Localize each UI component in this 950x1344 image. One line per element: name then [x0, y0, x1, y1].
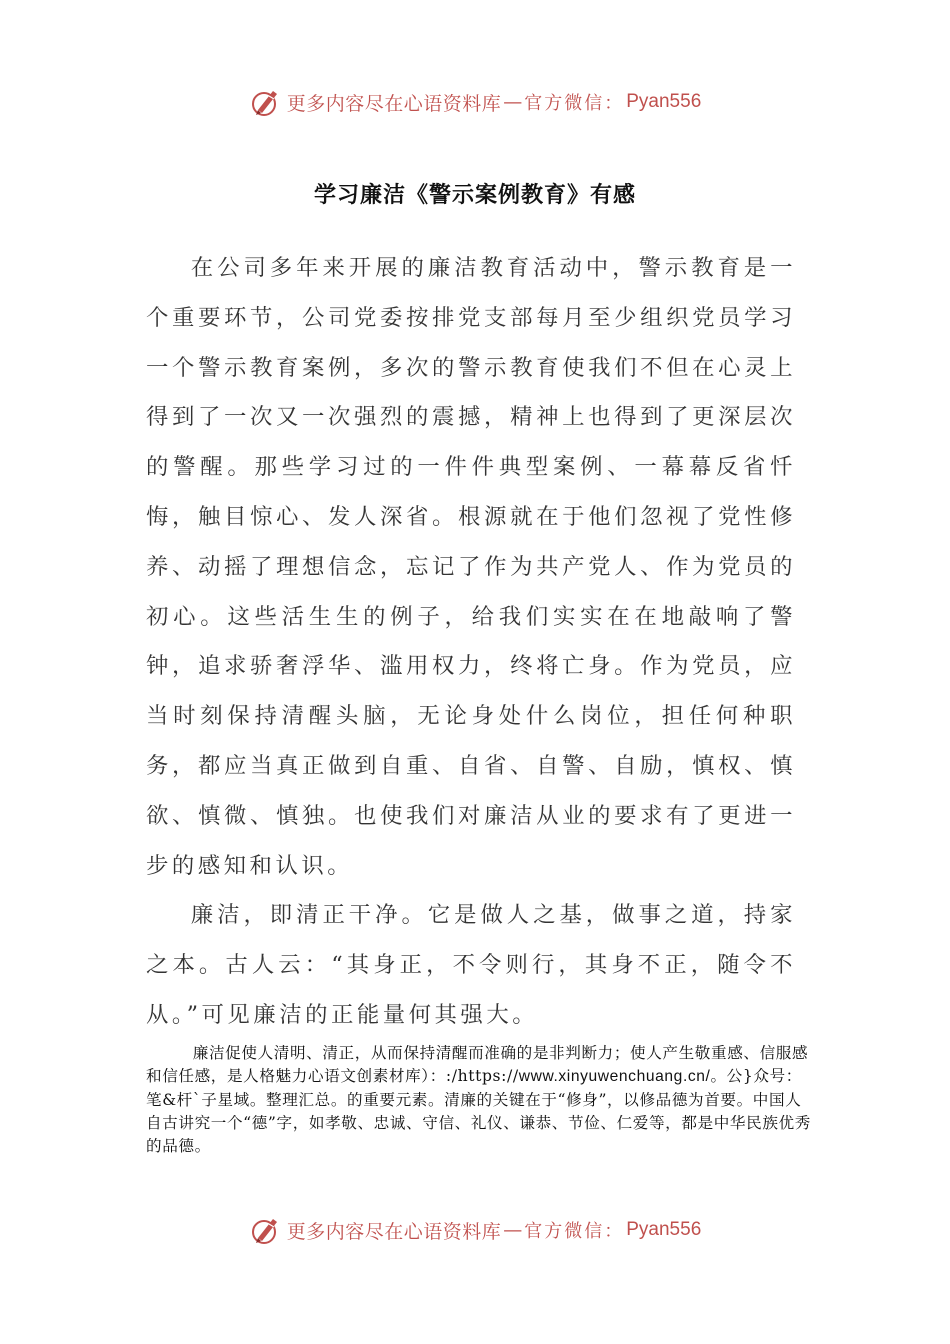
banner-dash: — — [503, 91, 523, 113]
small-text-before-url: 廉洁促使人清明、清正，从而保持清醒而准确的是非判断力；使人产生敬重感、信服感和信任感，是人格魅力心语文创素材库）：:/https:// — [146, 1044, 809, 1086]
document-title: 学习廉洁《警示案例教育》有感 — [313, 183, 636, 208]
small-paragraph — [146, 1042, 814, 1158]
banner-dash: — — [503, 1219, 523, 1241]
footer-banner — [0, 1210, 950, 1250]
small-text-after-url: 。公}众号：笔&杆`子星域。整理汇总。的重要元素。清廉的关键在于“修身”，以修品德为首要。中国人自古讲究一个“德”字，如孝敬、忠诚、守信、礼仪、谦恭、节俭、仁爱等，都是中华民族优秀的品德。 — [146, 1067, 811, 1156]
banner-wechat-label: 官方微信： — [524, 1221, 625, 1242]
banner-main-text: 更多内容尽在心语资料库 — [286, 92, 502, 115]
header-banner — [0, 82, 950, 122]
body-paragraph-1: 在公司多年来开展的廉洁教育活动中，警示教育是一个重要环节，公司党委按排党支部每月至少组织党员学习一个警示教育案例，多次的警示教育使我们不但在心灵上得到了一次又一次强烈的震撼，精神上也得到了更深层次的警醒。那些学习过的一件件典型案例、一幕幕反省忏悔，触目惊心、发人深省。根源就在于他们忽视了党性修养、动摇了理想信念，忘记了作为共产党人、作为党员的初心。这些活生生的例子，给我们实实在在地敲响了警钟，追求骄奢浮华、滥用权力，终将亡身。作为党员，应当时刻保持清醒头脑，无论身处什么岗位，担任何种职务，都应当真正做到自重、自省、自警、自励，慎权、慎欲、慎微、慎独。也使我们对廉洁从业的要求有了更进一步的感知和认识。 — [146, 255, 796, 879]
banner-main-text: 更多内容尽在心语资料库 — [286, 1220, 502, 1243]
pen-nib-circle-icon — [249, 85, 283, 119]
banner-wechat-id: Pyan556 — [626, 1219, 702, 1240]
banner-wechat-id: Pyan556 — [626, 91, 702, 112]
body-paragraph-2: 廉洁，即清正干净。它是做人之基，做事之道，持家之本。古人云：“其身正，不令则行，其身不正，随令不从。”可见廉洁的正能量何其强大。 — [146, 902, 796, 1028]
pen-nib-circle-icon — [249, 1213, 283, 1247]
banner-wechat-label: 官方微信： — [524, 93, 625, 114]
small-text-url: www.xinyuwenchuang.cn/ — [518, 1068, 711, 1086]
small-text-block — [146, 1042, 814, 1158]
document-body — [146, 244, 796, 1041]
